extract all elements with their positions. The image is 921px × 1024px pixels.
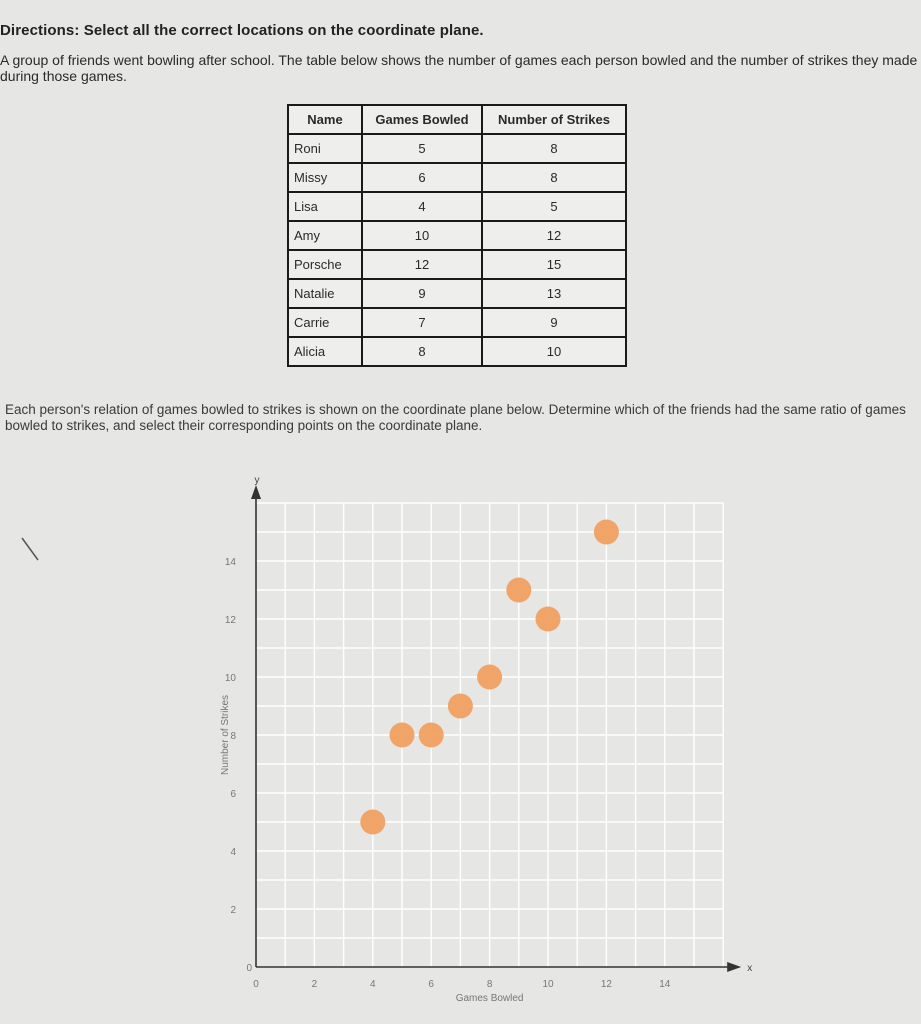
header-name: Name [288,105,362,134]
directions-heading: Directions: Select all the correct locations on the coordinate plane. [0,22,484,39]
x-tick-label: 4 [370,979,376,990]
y-axis-title: Number of Strikes [220,694,231,776]
cell-games: 6 [362,163,482,192]
cell-name: Carrie [288,308,362,337]
cell-strikes: 8 [482,163,626,192]
cell-strikes: 10 [482,337,626,366]
cell-name: Natalie [288,279,362,308]
x-tick-label: 12 [600,979,612,990]
cell-name: Missy [288,163,362,192]
header-number-of-strikes: Number of Strikes [482,105,626,134]
x-axis-letter: x [747,963,753,974]
axes [251,485,741,972]
data-point[interactable] [477,665,502,690]
x-tick-label: 8 [486,979,493,990]
x-tick-label: 14 [659,979,671,990]
data-point[interactable] [419,723,444,748]
x-tick-label: 6 [428,979,434,990]
cell-strikes: 8 [482,134,626,163]
y-tick-label: 2 [230,905,236,916]
grid-lines [256,503,723,967]
header-games-bowled: Games Bowled [362,105,482,134]
cell-games: 12 [362,250,482,279]
y-axis-letter: y [254,475,260,486]
cell-strikes: 12 [482,221,626,250]
x-tick-label: 2 [311,979,318,990]
data-point[interactable] [506,578,531,603]
intro-text: A group of friends went bowling after school. The table below shows the number of games each person bowled and the number of strikes they made during those games. [0,52,918,84]
cell-name: Roni [288,134,362,163]
y-tick-label: 6 [230,789,236,800]
cell-strikes: 5 [482,192,626,221]
y-tick-label: 14 [224,557,236,568]
cell-name: Lisa [288,192,362,221]
cell-name: Amy [288,221,362,250]
y-tick-label: 10 [224,673,236,684]
x-axis-title: Games Bowled [455,993,524,1004]
x-axis-arrow-icon [727,962,741,972]
cell-games: 7 [362,308,482,337]
y-tick-label: 12 [224,615,236,626]
y-tick-label: 4 [230,847,236,858]
cell-games: 5 [362,134,482,163]
axis-labels [220,475,752,1004]
data-point[interactable] [594,520,619,545]
cell-strikes: 9 [482,308,626,337]
y-tick-label: 0 [246,963,252,974]
y-axis-arrow-icon [251,485,261,499]
chart-instructions: Each person's relation of games bowled to strikes is shown on the coordinate plane below. Determine which of the friends had the same ratio of games bowled to strikes, and select their corresponding points on the coordinate plane. [5,402,906,433]
x-tick-label: 10 [542,979,554,990]
data-point[interactable] [448,694,473,719]
data-point[interactable] [390,723,415,748]
cell-games: 4 [362,192,482,221]
y-tick-label: 8 [230,731,236,742]
x-tick-label: 0 [253,979,259,990]
cell-games: 10 [362,221,482,250]
cell-name: Alicia [288,337,362,366]
cell-strikes: 15 [482,250,626,279]
data-point[interactable] [360,810,385,835]
cell-strikes: 13 [482,279,626,308]
data-point[interactable] [536,607,561,632]
tick-labels [225,557,671,990]
cell-games: 8 [362,337,482,366]
cell-games: 9 [362,279,482,308]
cell-name: Porsche [288,250,362,279]
